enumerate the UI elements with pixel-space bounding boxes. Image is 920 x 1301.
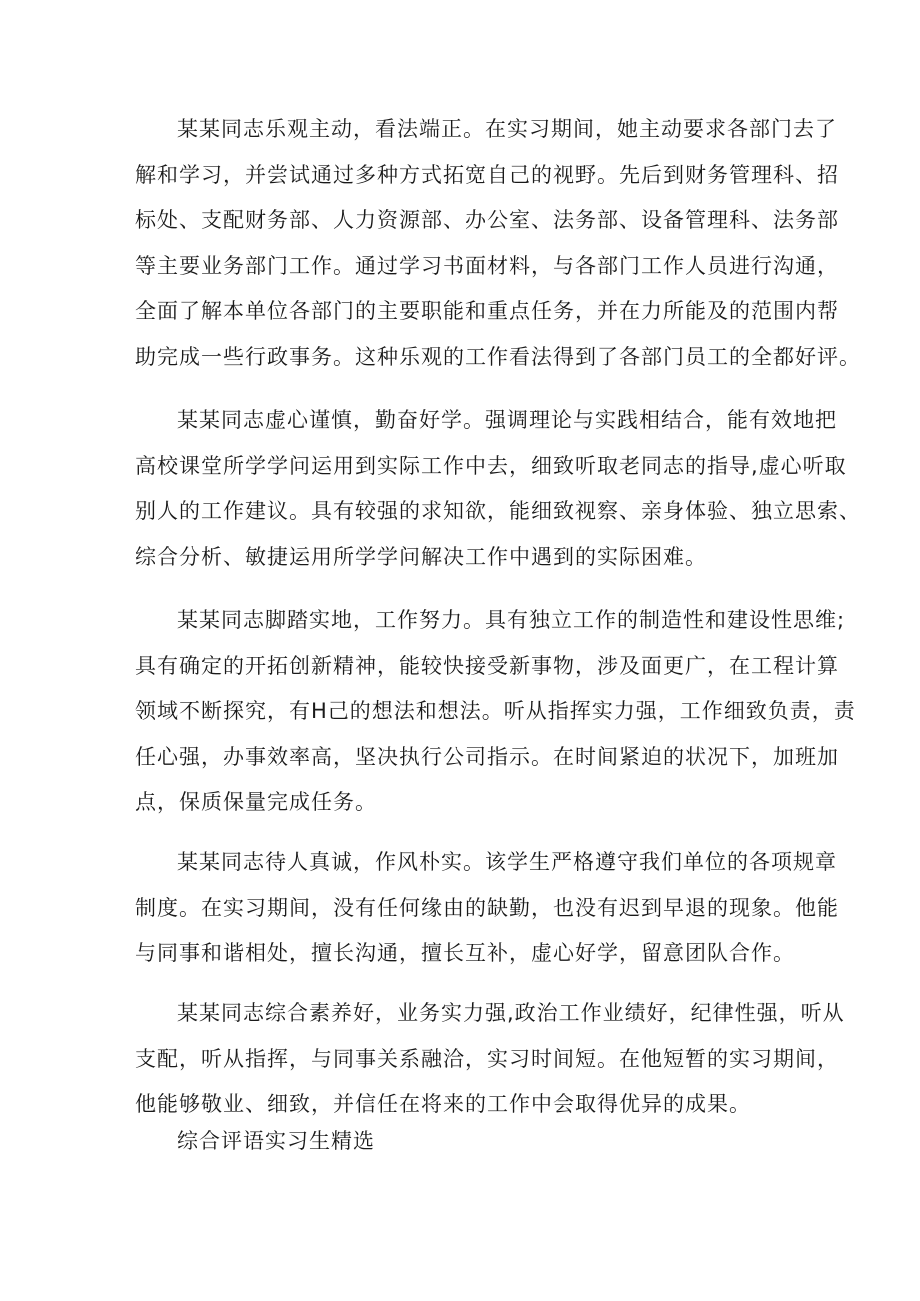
- text-line: 制度。在实习期间，没有任何缘由的缺勤，也没有迟到早退的现象。他能: [135, 895, 839, 920]
- paragraph-3: [135, 598, 856, 826]
- paragraph-4: [135, 840, 839, 977]
- paragraph-5: [135, 991, 845, 1128]
- text-line: 某某同志乐观主动，看法端正。在实习期间，她主动要求各部门去了: [177, 117, 837, 141]
- text-line: 某某同志脚踏实地，工作努力。具有独立工作的制造性和建设性思维;: [177, 608, 846, 632]
- text-line: 高校课堂所学学问运用到实际工作中去，细致听取老同志的指导,虚心听取: [135, 453, 847, 478]
- text-line: 综合分析、敏捷运用所学学问解决工作中遇到的实际困难。: [135, 544, 707, 569]
- text-line: 支配，听从指挥，与同事关系融洽，实习时间短。在他短暂的实习期间，: [135, 1046, 839, 1071]
- text-line: 别人的工作建议。具有较强的求知欲，能细致视察、亲身体验、独立思索、: [135, 499, 861, 523]
- paragraph-1: [135, 107, 861, 380]
- heading-text: 综合评语实习生精选: [177, 1129, 375, 1153]
- text-line: 具有确定的开拓创新精神，能较快接受新事物，涉及面更广，在工程计算: [135, 653, 839, 678]
- text-line: 点，保质保量完成任务。: [135, 790, 377, 814]
- text-line: 全面了解本单位各部门的主要职能和重点任务，并在力所能及的范围内帮: [135, 299, 839, 323]
- text-line: 他能够敬业、细致，并信任在将来的工作中会取得优异的成果。: [135, 1092, 751, 1116]
- text-line: 某某同志综合素养好，业务实力强,政治工作业绩好，纪律性强，听从: [177, 1001, 845, 1025]
- text-line: 领域不断探究，有H己的想法和想法。听从指挥实力强，工作细致负责，责: [135, 699, 856, 723]
- text-line: 解和学习，并尝试通过多种方式拓宽自己的视野。先后到财务管理科、招: [135, 162, 839, 187]
- text-line: 某某同志虚心谨慎，勤奋好学。强调理论与实践相结合，能有效地把: [177, 408, 837, 432]
- text-line: 等主要业务部门工作。通过学习书面材料，与各部门工作人员进行沟通，: [135, 253, 839, 278]
- text-line: 与同事和谐相处，擅长沟通，擅长互补，虚心好学，留意团队合作。: [135, 941, 795, 965]
- section-heading: [135, 1119, 375, 1165]
- text-line: 助完成一些行政事务。这种乐观的工作看法得到了各部门员工的全都好评。: [135, 344, 861, 369]
- paragraph-2: [135, 398, 861, 580]
- text-line: 标处、支配财务部、人力资源部、办公室、法务部、设备管理科、法务部: [135, 208, 839, 232]
- text-line: 任心强，办事效率高，坚决执行公司指示。在时间紧迫的状况下，加班加: [135, 744, 839, 769]
- text-line: 某某同志待人真诚，作风朴实。该学生严格遵守我们单位的各项规章: [177, 850, 837, 874]
